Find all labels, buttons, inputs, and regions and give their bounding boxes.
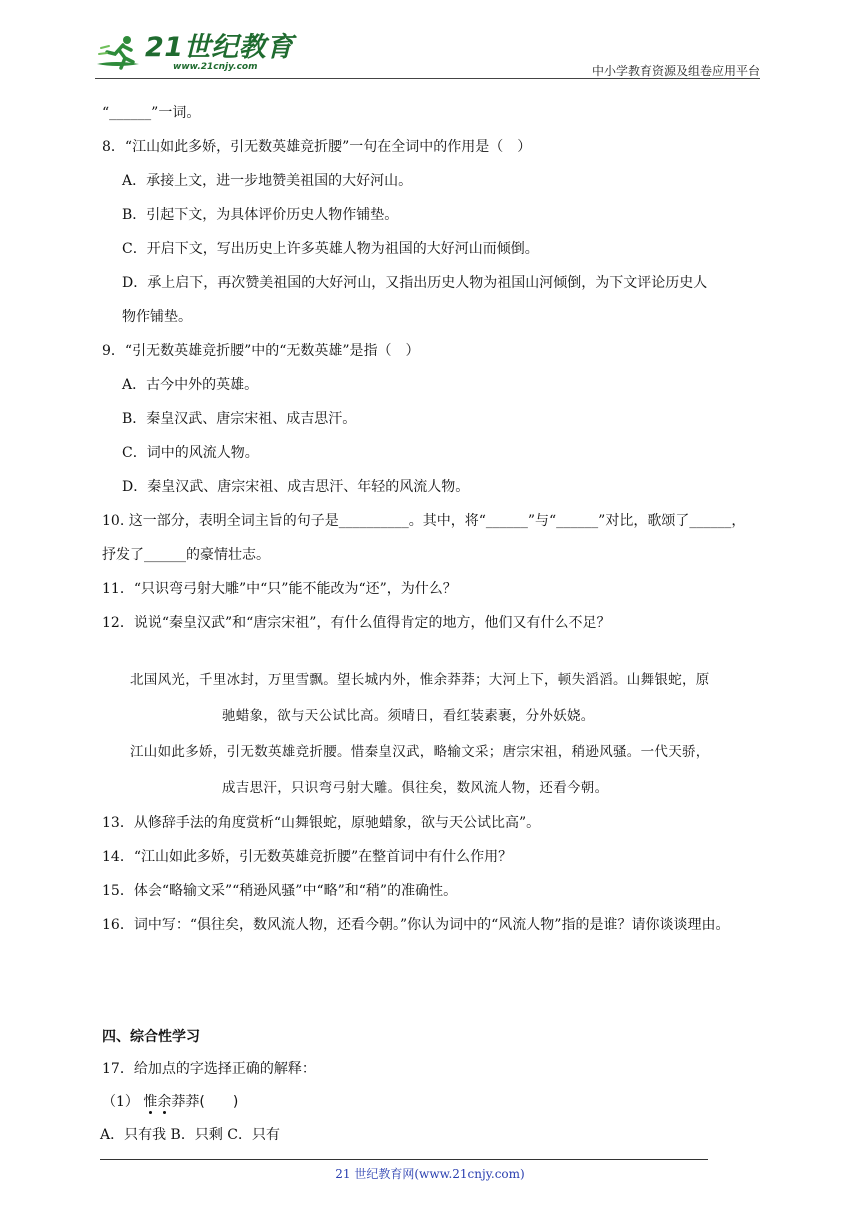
option-8a: A．承接上文，进一步地赞美祖国的大好河山。	[122, 173, 413, 189]
document-body	[102, 96, 772, 1152]
question-12: 12．说说“秦皇汉武”和“唐宗宋祖”，有什么值得肯定的地方，他们又有什么不足？	[102, 615, 611, 631]
sub-question-word	[143, 1094, 238, 1110]
option-9a: A．古今中外的英雄。	[122, 377, 259, 393]
question-11: 11．“只识弯弓射大雕”中“只”能不能改为“还”，为什么？	[102, 581, 457, 597]
poem-line: 江山如此多娇，引无数英雄竞折腰。惜秦皇汉武，略输文采；唐宗宋祖，稍逊风骚。一代天骄，	[130, 744, 710, 760]
sub-question-options: A．只有我 B．只剩 C．只有	[100, 1127, 281, 1143]
option-8b: B．引起下文，为具体评价历史人物作铺垫。	[122, 207, 399, 223]
poem-line: 北国风光，千里冰封，万里雪飘。望长城内外，惟余莽莽；大河上下，顿失滔滔。山舞银蛇，原	[130, 672, 710, 688]
question-9: 9．“引无数英雄竞折腰”中的“无数英雄”是指（ ）	[102, 343, 420, 359]
option-8d: D．承上启下，再次赞美祖国的大好河山，又指出历史人物为祖国山河倾倒，为下文评论历史人	[122, 275, 708, 291]
question-10-cont: 抒发了______的豪情壮志。	[102, 547, 270, 563]
question-10: 10. 这一部分，表明全词主旨的句子是__________。其中，将“______”与“______”对比，歌颂了______，	[102, 513, 746, 529]
poem-line: 成吉思汗，只识弯弓射大雕。俱往矣，数风流人物，还看今朝。	[222, 780, 609, 796]
word-rest: 莽莽( )	[171, 1094, 239, 1110]
poem-line: 驰蜡象，欲与天公试比高。须晴日，看红装素裹，分外妖娆。	[222, 708, 595, 724]
option-9b: B．秦皇汉武、唐宗宋祖、成吉思汗。	[122, 411, 357, 427]
sub-question-1	[102, 1086, 772, 1118]
text-line: “______”一词。	[102, 105, 201, 121]
footer-divider	[100, 1159, 708, 1160]
spacer	[102, 640, 772, 662]
dotted-char: 惟	[143, 1094, 158, 1110]
logo-title: 21世纪教育	[145, 32, 294, 63]
section-title: 四、综合性学习	[102, 1029, 200, 1045]
question-14: 14．“江山如此多娇，引无数英雄竞折腰”在整首词中有什么作用？	[102, 849, 513, 865]
option-9c: C．词中的风流人物。	[122, 445, 259, 461]
option-8d-cont: 物作铺垫。	[122, 309, 192, 325]
dotted-char: 余	[157, 1094, 172, 1110]
question-8: 8．“江山如此多娇，引无数英雄竞折腰”一句在全词中的作用是（ ）	[102, 139, 532, 155]
page-header	[95, 30, 760, 82]
platform-label: 中小学教育资源及组卷应用平台	[591, 64, 760, 78]
logo-url: www.21cnjy.com	[173, 62, 258, 72]
sub-question-number: （1）	[102, 1094, 139, 1110]
question-13: 13．从修辞手法的角度赏析“山舞银蛇，原驰蜡象，欲与天公试比高”。	[102, 815, 541, 831]
footer-link[interactable]: 21 世纪教育网(www.21cnjy.com)	[335, 1167, 525, 1181]
option-9d: D．秦皇汉武、唐宗宋祖、成吉思汗、年轻的风流人物。	[122, 479, 470, 495]
question-16: 16．词中写：“俱往矣，数风流人物，还看今朝。”你认为词中的“风流人物”指的是谁？请你谈谈理由。	[102, 917, 730, 933]
spacer	[102, 942, 772, 1022]
option-8c: C．开启下文，写出历史上许多英雄人物为祖国的大好河山而倾倒。	[122, 241, 539, 257]
question-17: 17．给加点的字选择正确的解释：	[102, 1061, 316, 1077]
question-15: 15．体会“略输文采”“稍逊风骚”中“略”和“稍”的准确性。	[102, 883, 458, 899]
header-divider	[95, 78, 760, 79]
site-logo[interactable]	[95, 34, 294, 76]
runner-logo-icon	[95, 34, 143, 76]
